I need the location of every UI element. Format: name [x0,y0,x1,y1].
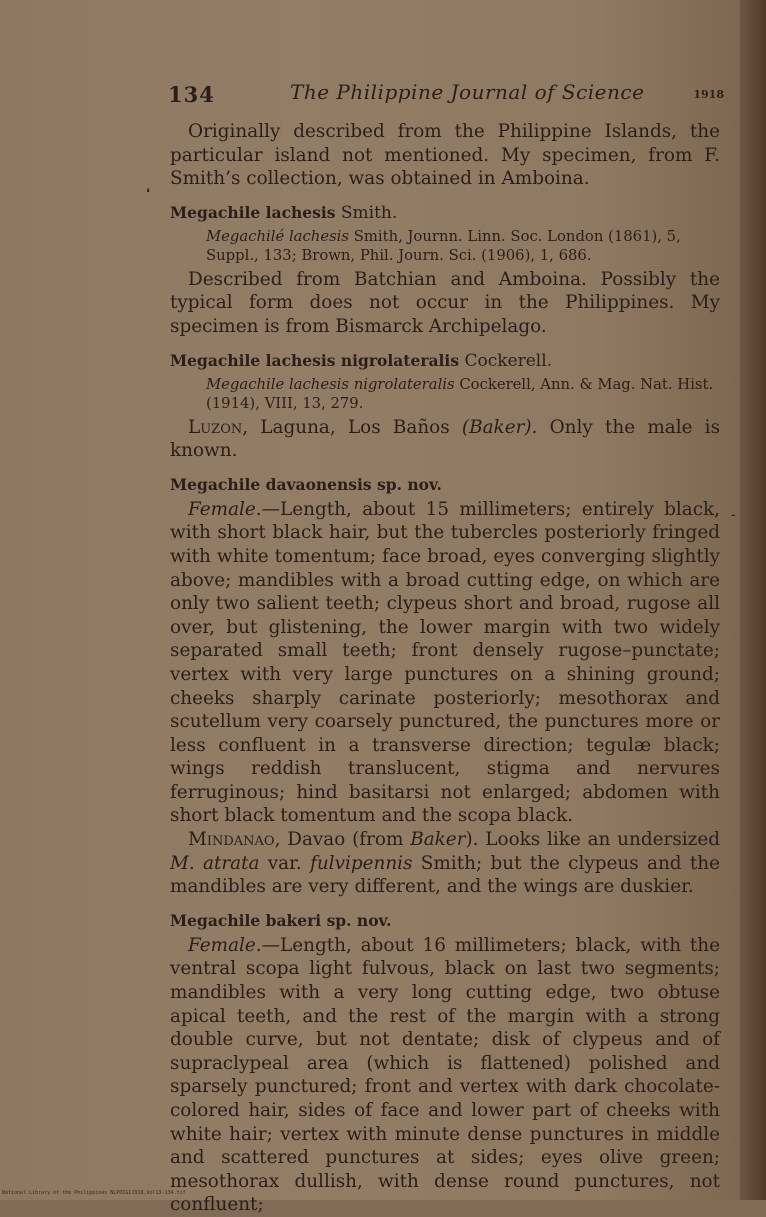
species-heading [170,351,720,371]
text-run: Smith; but the clypeus and the mandibles are very different, and the wings are duskier. [170,852,720,898]
species-author: Cockerell. [464,350,553,371]
text-run: Laguna, Los Baños [248,416,462,438]
text-run: ). Looks like an undersized [465,829,720,851]
reference-name: Megachile lachesis nigrolateralis [206,375,455,393]
species-heading [170,475,720,494]
page-edge [740,0,766,1200]
description [170,498,720,828]
paragraph-intro: Originally described from the Philippine Islands, the particular island not mentioned. My specimen, from F. Smith’s collection, was obtained in Amboina. [170,121,720,190]
comparison-species: M. atrata [170,852,260,874]
reference-text: Smith, Journn. Linn. Soc. London (1861), 5, Suppl., 133; Brown, Phil. Journ. Sci. (1906), 1, 686. [206,227,681,264]
body-text [170,120,720,1217]
page-number: 134 [168,82,215,107]
text-run: var. [259,852,311,874]
species-heading [170,911,720,930]
text-run: —Length, about 15 millimeters; entirely black, with short black hair, but the tubercles posteriorly fringed with white tomentum; face broad, eyes converging slightly above; mandibles with a broad cutting edge, on which are only two salient teeth; clypeus short and broad, rugose all over, but glistening, the lower margin with two widely separated small teeth; front densely rugose–punctate; vertex with very large punctures on a shining ground; cheeks sharply carinate posteriorly; mesothorax and scutellum very coarsely punctured, the punctures more or less confluent in a transverse direction; tegulæ black; wings reddish translucent, stigma and nervures ferruginous; hind basitarsi not enlarged; abdomen with short black tomentum and the scopa black. [170,498,720,827]
paragraph: Described from Batchian and Amboina. Possibly the typical form does not occur in the Philippines. My specimen is from Bismarck Archipelago. [170,268,720,337]
text-run: Davao (from [280,829,411,851]
reference-name: Megachilé lachesis [206,227,349,245]
text-run: —Length, about 16 millimeters; black, with the ventral scopa light fulvous, black on last two segments; mandibles with a very long cutting edge, two obtuse apical teeth, and the rest of the margin with a strong double curve, but not dentate; disk of clypeus and of supraclypeal area (which is flattened) polished and sparsely punctured; front and vertex with dark chocolate-colored hair, sides of face and lower part of cheeks with white hair; vertex with minute dense punctures in middle and scattered punctures at sides; eyes olive green; mesothorax dullish, with dense round punctures, not confluent; [170,934,720,1216]
collector: Baker [410,829,466,851]
margin-mark: ❛ [146,186,150,200]
collector: (Baker). [461,416,538,438]
species-name: Megachile lachesis nigrolateralis [170,350,460,370]
margin-mark: - [731,507,736,523]
reference [170,227,720,265]
species-name: Megachile davaonensis sp. nov. [170,474,442,494]
paragraph [170,416,720,463]
locality: Luzon, [188,416,249,438]
reference-text: Cockerell, Ann. & Mag. Nat. Hist. (1914), VIII, 13, 279. [206,375,714,412]
sex: Female. [188,934,262,956]
text-run: Only the male is known. [170,416,721,462]
paragraph [170,828,720,899]
locality: Mindanao, [188,829,281,851]
comparison-variety: fulvipennis [310,852,413,874]
scan-footer: National Library of the Philippines NLPDIGI1918.Vol13-134.tif [2,1190,186,1196]
species-author: Smith. [340,202,398,223]
reference [170,375,720,413]
species-name: Megachile lachesis [170,202,336,222]
running-header [168,80,728,116]
journal-title: The Philippine Journal of Science [290,80,645,104]
species-heading [170,203,720,223]
description [170,934,720,1217]
sex: Female. [188,498,262,520]
species-name: Megachile bakeri sp. nov. [170,910,392,930]
year: 1918 [693,88,724,101]
